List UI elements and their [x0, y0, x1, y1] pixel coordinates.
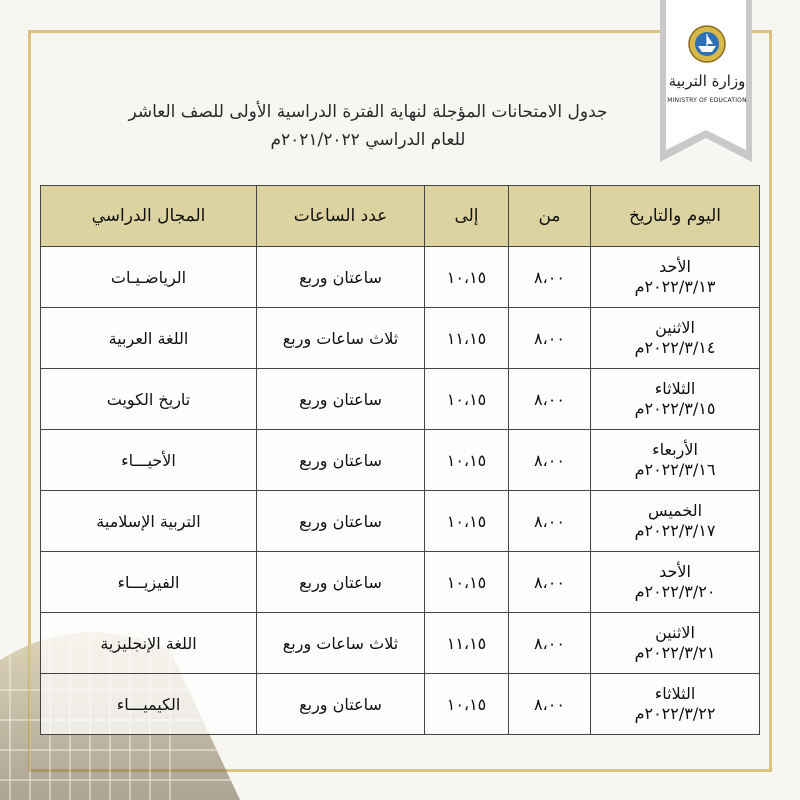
hours-cell: ساعتان وربع — [257, 430, 425, 491]
kuwait-emblem-icon — [686, 22, 728, 68]
header-day: اليوم والتاريخ — [591, 186, 760, 247]
from-cell: ٨،٠٠ — [509, 491, 591, 552]
from-cell: ٨،٠٠ — [509, 369, 591, 430]
day-date-cell — [591, 552, 760, 613]
hours-cell: ثلاث ساعات وربع — [257, 308, 425, 369]
day-date-cell — [591, 613, 760, 674]
hours-cell: ساعتان وربع — [257, 247, 425, 308]
day-date-cell — [591, 430, 760, 491]
from-cell: ٨،٠٠ — [509, 674, 591, 735]
table-row — [41, 369, 760, 430]
to-cell: ١٠،١٥ — [425, 430, 509, 491]
day-date-cell — [591, 674, 760, 735]
day-date-cell — [591, 491, 760, 552]
subject-cell: الأحيـــاء — [41, 430, 257, 491]
day-name: الثلاثاء — [654, 684, 696, 703]
day-date-cell — [591, 247, 760, 308]
table-row — [41, 674, 760, 735]
header-subject: المجال الدراسي — [41, 186, 257, 247]
subject-cell: الكيميـــاء — [41, 674, 257, 735]
table-row — [41, 613, 760, 674]
subject-cell: تاريخ الكويت — [41, 369, 257, 430]
table-row — [41, 247, 760, 308]
from-cell: ٨،٠٠ — [509, 308, 591, 369]
exam-date: ٢٠٢٢/٣/٢١م — [634, 643, 716, 662]
page-title — [88, 98, 648, 154]
day-name: الاثنين — [655, 623, 695, 642]
to-cell: ١٠،١٥ — [425, 552, 509, 613]
header-to: إلى — [425, 186, 509, 247]
table-row — [41, 308, 760, 369]
to-cell: ١١،١٥ — [425, 308, 509, 369]
to-cell: ١٠،١٥ — [425, 369, 509, 430]
to-cell: ١١،١٥ — [425, 613, 509, 674]
exam-date: ٢٠٢٢/٣/١٦م — [634, 460, 716, 479]
ministry-name-english: MINISTRY OF EDUCATION — [667, 97, 747, 104]
to-cell: ١٠،١٥ — [425, 674, 509, 735]
ministry-name-arabic: وزارة التربية — [668, 72, 746, 90]
day-name: الأحد — [659, 257, 691, 276]
day-name: الأربعاء — [652, 440, 698, 459]
hours-cell: ساعتان وربع — [257, 674, 425, 735]
exam-date: ٢٠٢٢/٣/١٣م — [634, 277, 716, 296]
exam-date: ٢٠٢٢/٣/١٤م — [634, 338, 716, 357]
hours-cell: ساعتان وربع — [257, 491, 425, 552]
to-cell: ١٠،١٥ — [425, 247, 509, 308]
hours-cell: ثلاث ساعات وربع — [257, 613, 425, 674]
from-cell: ٨،٠٠ — [509, 552, 591, 613]
exam-date: ٢٠٢٢/٣/٢٢م — [634, 704, 716, 723]
subject-cell: الفيزيـــاء — [41, 552, 257, 613]
exam-schedule-table — [40, 185, 760, 735]
table-row — [41, 491, 760, 552]
from-cell: ٨،٠٠ — [509, 613, 591, 674]
day-name: الاثنين — [655, 318, 695, 337]
from-cell: ٨،٠٠ — [509, 430, 591, 491]
hours-cell: ساعتان وربع — [257, 552, 425, 613]
day-name: الأحد — [659, 562, 691, 581]
exam-date: ٢٠٢٢/٣/٢٠م — [634, 582, 716, 601]
hours-cell: ساعتان وربع — [257, 369, 425, 430]
table-header-row — [41, 186, 760, 247]
subject-cell: اللغة الإنجليزية — [41, 613, 257, 674]
table-row — [41, 430, 760, 491]
subject-cell: الرياضـيـات — [41, 247, 257, 308]
exam-date: ٢٠٢٢/٣/١٥م — [634, 399, 716, 418]
day-date-cell — [591, 369, 760, 430]
subject-cell: اللغة العربية — [41, 308, 257, 369]
day-date-cell — [591, 308, 760, 369]
exam-date: ٢٠٢٢/٣/١٧م — [634, 521, 716, 540]
table-row — [41, 552, 760, 613]
title-line-1: جدول الامتحانات المؤجلة لنهاية الفترة الدراسية الأولى للصف العاشر — [128, 102, 608, 122]
to-cell: ١٠،١٥ — [425, 491, 509, 552]
header-hours: عدد الساعات — [257, 186, 425, 247]
day-name: الخميس — [647, 501, 703, 520]
day-name: الثلاثاء — [654, 379, 696, 398]
subject-cell: التربية الإسلامية — [41, 491, 257, 552]
title-line-2: للعام الدراسي ٢٠٢١/٢٠٢٢م — [270, 130, 466, 150]
header-from: من — [509, 186, 591, 247]
from-cell: ٨،٠٠ — [509, 247, 591, 308]
